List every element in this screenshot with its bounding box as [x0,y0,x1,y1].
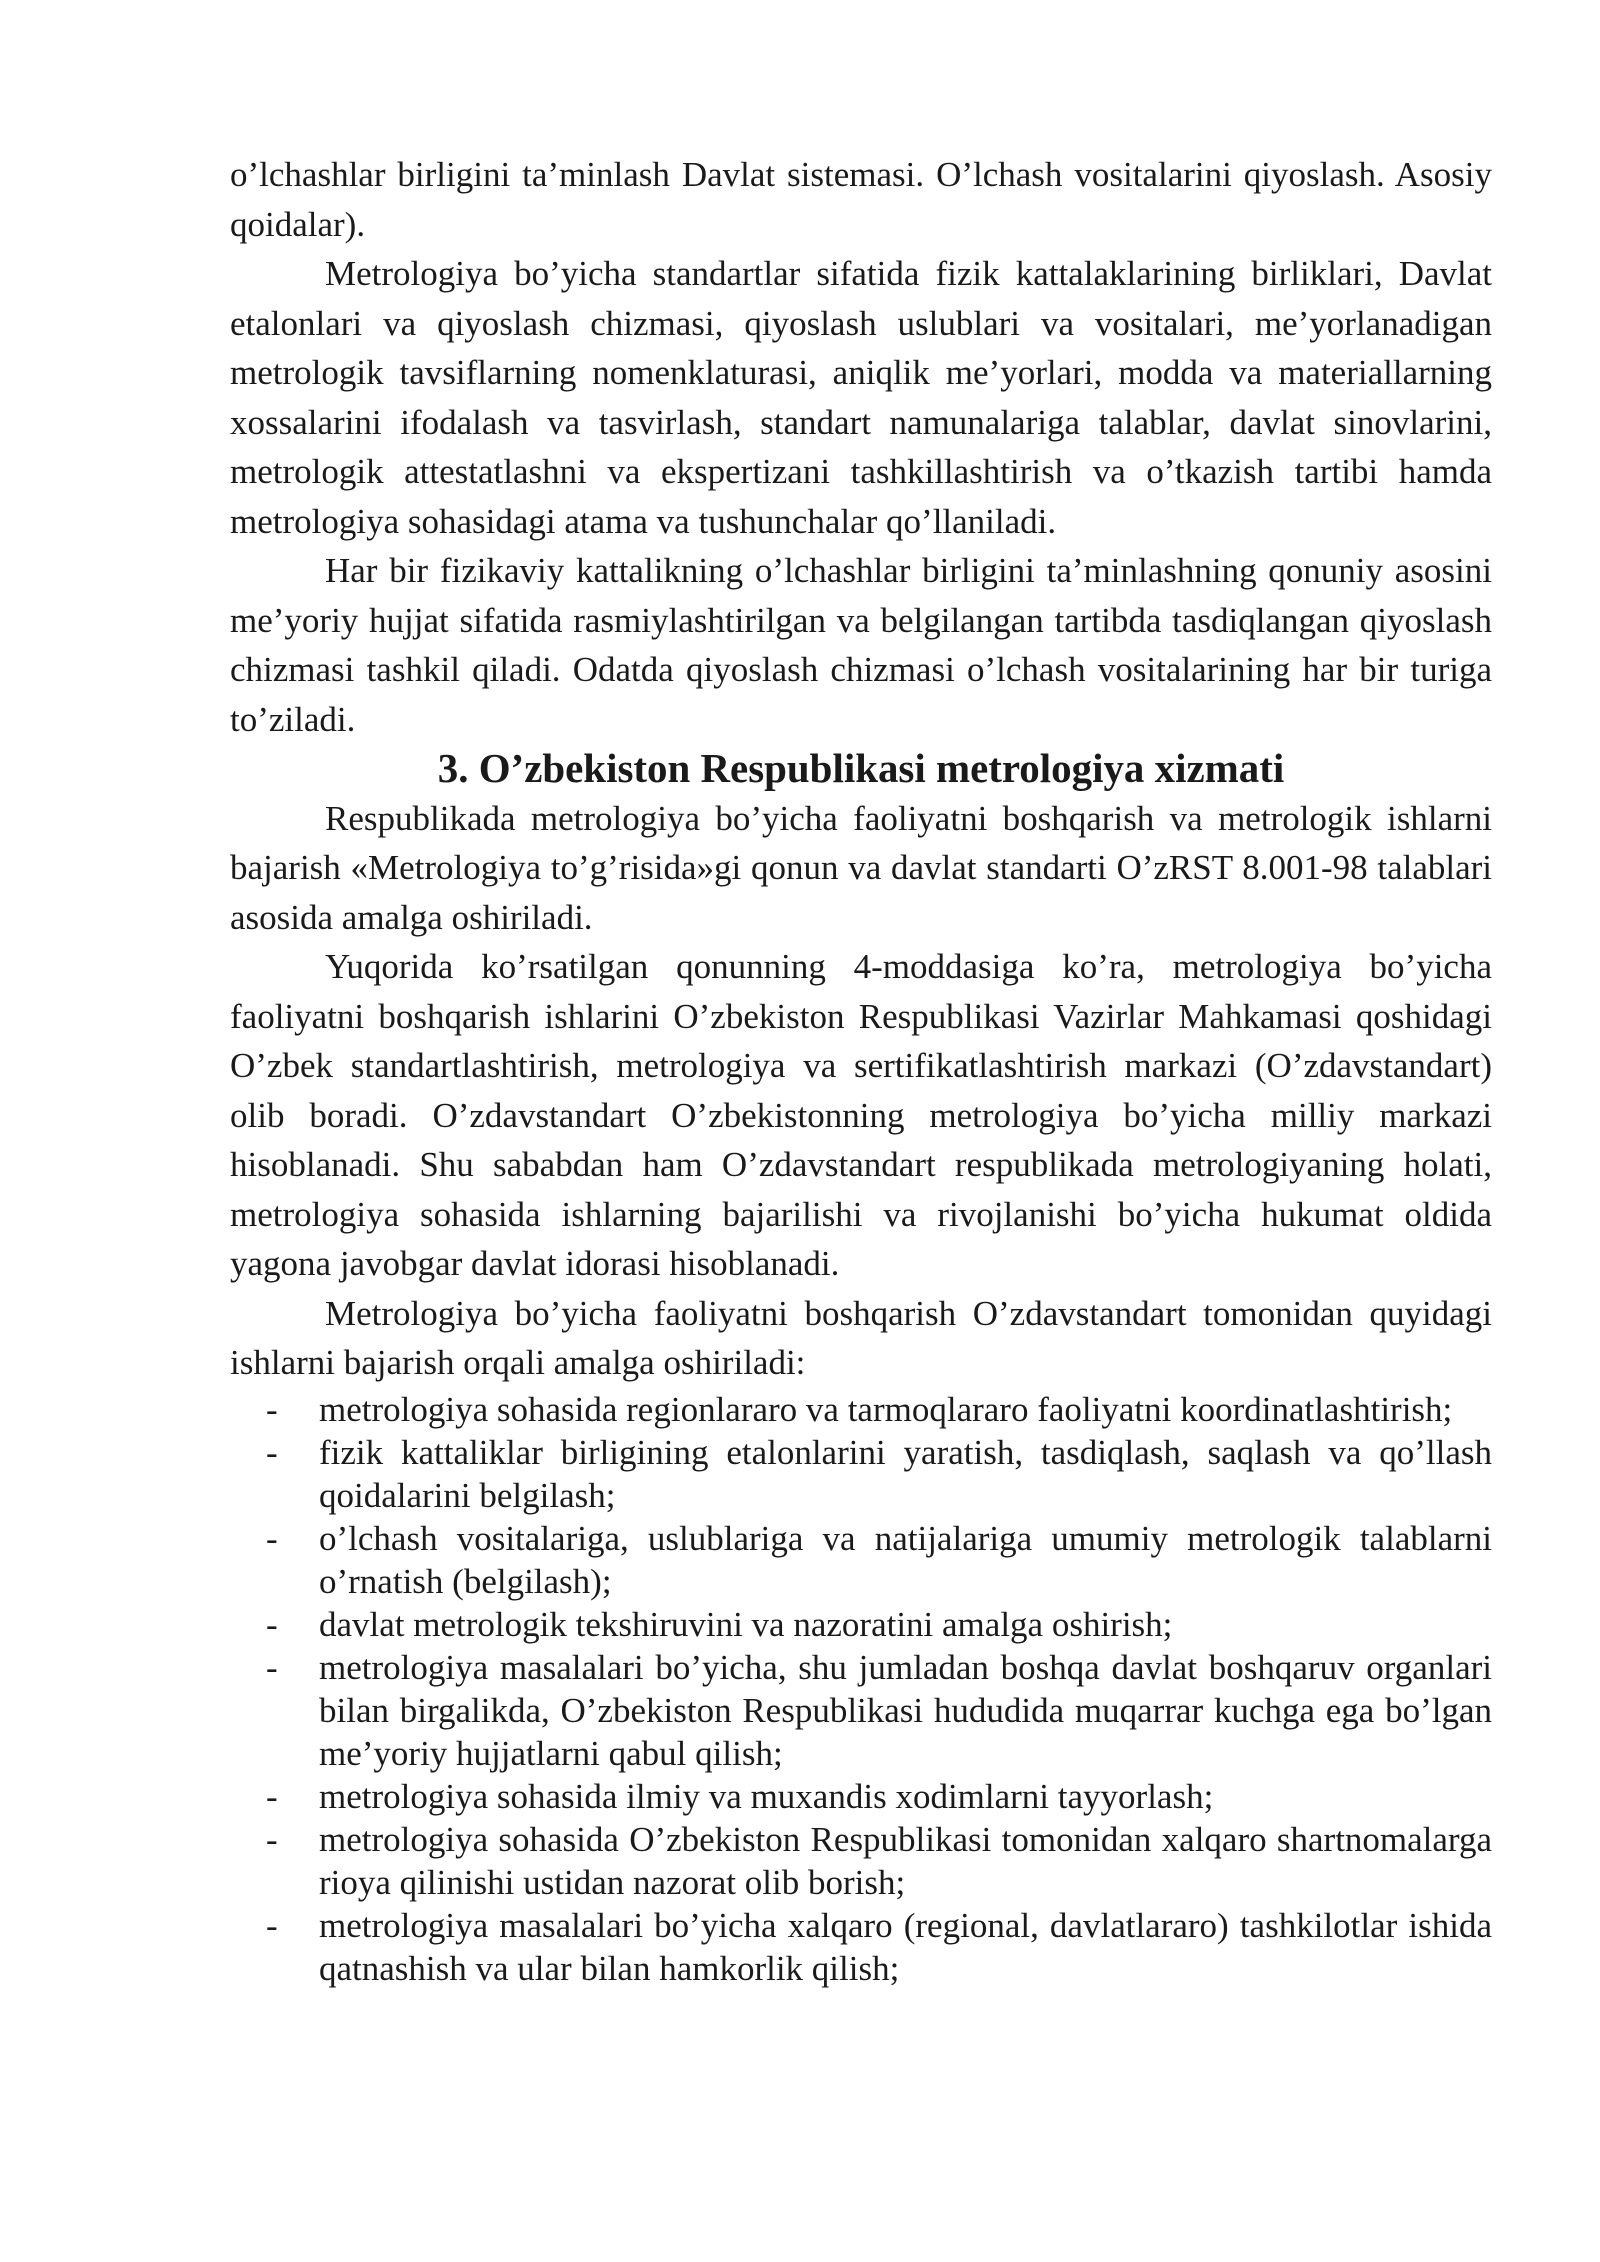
list-dash: - [266,1432,278,1472]
paragraph-metrology-standards: Metrologiya bo’yicha standartlar sifatida fizik kattalaklarining birliklari, Davlat etalonlari va qiyoslash chizmasi, qiyoslash uslublari va vositalari, me’yorlanadigan metrologik tavsiflarning nomenklaturasi, aniqlik me’yorlari, modda va materiallarning xossalarini ifodalash va tasvirlash, standart namunalariga talablar, davlat sinovlarini, metrologik attestatlashni va ekspertizani tashkillashtirish va o’tkazish tartibi hamda metrologiya sohasidagi atama va tushunchalar qo’llaniladi. [230,254,1492,541]
section-heading: 3. O’zbekiston Respublikasi metrologiya xizmati [437,746,1285,791]
paragraph-management-intro: Metrologiya bo’yicha faoliyatni boshqarish O’zdavstandart tomonidan quyidagi ishlarni bajarish orqali amalga oshiriladi: [230,1293,1492,1382]
tasks-list [230,1388,1492,1990]
list-dash: - [266,1647,278,1687]
paragraph-law-article-4: Yuqorida ko’rsatilgan qonunning 4-moddasiga ko’ra, metrologiya bo’yicha faoliyatni boshqarish ishlarini O’zbekiston Respublikasi Vazirlar Mahkamasi qoshidagi O’zbek standartlashtirish, metrologiya va sertifikatlashtirish markazi (O’zdavstandart) olib boradi. O’zdavstandart O’zbekistonning metrologiya bo’yicha milliy markazi hisoblanadi. Shu sababdan ham O’zdavstandart respublikada metrologiyaning holati, metrologiya sohasida ishlarning bajarilishi va rivojlanishi bo’yicha hukumat oldida yagona javobgar davlat idorasi hisoblanadi. [230,947,1492,1283]
paragraph-continuation: o’lchashlar birligini ta’minlash Davlat sistemasi. O’lchash vositalarini qiyoslash. Asosiy qoidalar). [230,155,1492,244]
list-item [230,1388,1492,1431]
list-item [230,1904,1492,1990]
list-item [230,1775,1492,1818]
list-item-text: fizik kattaliklar birligining etalonlarini yaratish, tasdiqlash, saqlash va qo’llash qoidalarini belgilash; [319,1432,1492,1515]
paragraph-republic-activity: Respublikada metrologiya bo’yicha faoliyatni boshqarish va metrologik ishlarni bajarish «Metrologiya to’g’risida»gi qonun va davlat standarti O’zRST 8.001-98 talablari asosida amalga oshiriladi. [230,798,1492,937]
list-item-text: metrologiya sohasida O’zbekiston Respublikasi tomonidan xalqaro shartnomalarga rioya qilinishi ustidan nazorat olib borish; [319,1819,1492,1902]
list-item-text: metrologiya masalalari bo’yicha, shu jumladan boshqa davlat boshqaruv organlari bilan birgalikda, O’zbekiston Respublikasi hududida muqarrar kuchga ega bo’lgan me’yoriy hujjatlarni qabul qilish; [319,1647,1492,1773]
list-dash: - [266,1776,278,1816]
paragraph-verification-scheme: Har bir fizikaviy kattalikning o’lchashlar birligini ta’minlashning qonuniy asosini me’yoriy hujjat sifatida rasmiylashtirilgan va belgilangan tartibda tasdiqlangan qiyoslash chizmasi tashkil qiladi. Odatda qiyoslash chizmasi o’lchash vositalarining har bir turiga to’ziladi. [230,551,1492,739]
list-dash: - [266,1819,278,1859]
list-item [230,1646,1492,1775]
list-item [230,1517,1492,1603]
list-dash: - [266,1518,278,1558]
list-item [230,1603,1492,1646]
document-page [230,150,1492,1990]
list-item-text: davlat metrologik tekshiruvini va nazoratini amalga oshirish; [319,1604,1173,1644]
list-item [230,1431,1492,1517]
list-dash: - [266,1905,278,1945]
list-item-text: metrologiya sohasida ilmiy va muxandis xodimlarni tayyorlash; [319,1776,1214,1816]
list-item-text: o’lchash vositalariga, uslublariga va natijalariga umumiy metrologik talablarni o’rnatish (belgilash); [319,1518,1492,1601]
list-dash: - [266,1389,278,1429]
list-item-text: metrologiya sohasida regionlararo va tarmoqlararo faoliyatni koordinatlashtirish; [319,1389,1453,1429]
list-item-text: metrologiya masalalari bo’yicha xalqaro (regional, davlatlararo) tashkilotlar ishida qatnashish va ular bilan hamkorlik qilish; [319,1905,1492,1988]
list-item [230,1818,1492,1904]
list-dash: - [266,1604,278,1644]
